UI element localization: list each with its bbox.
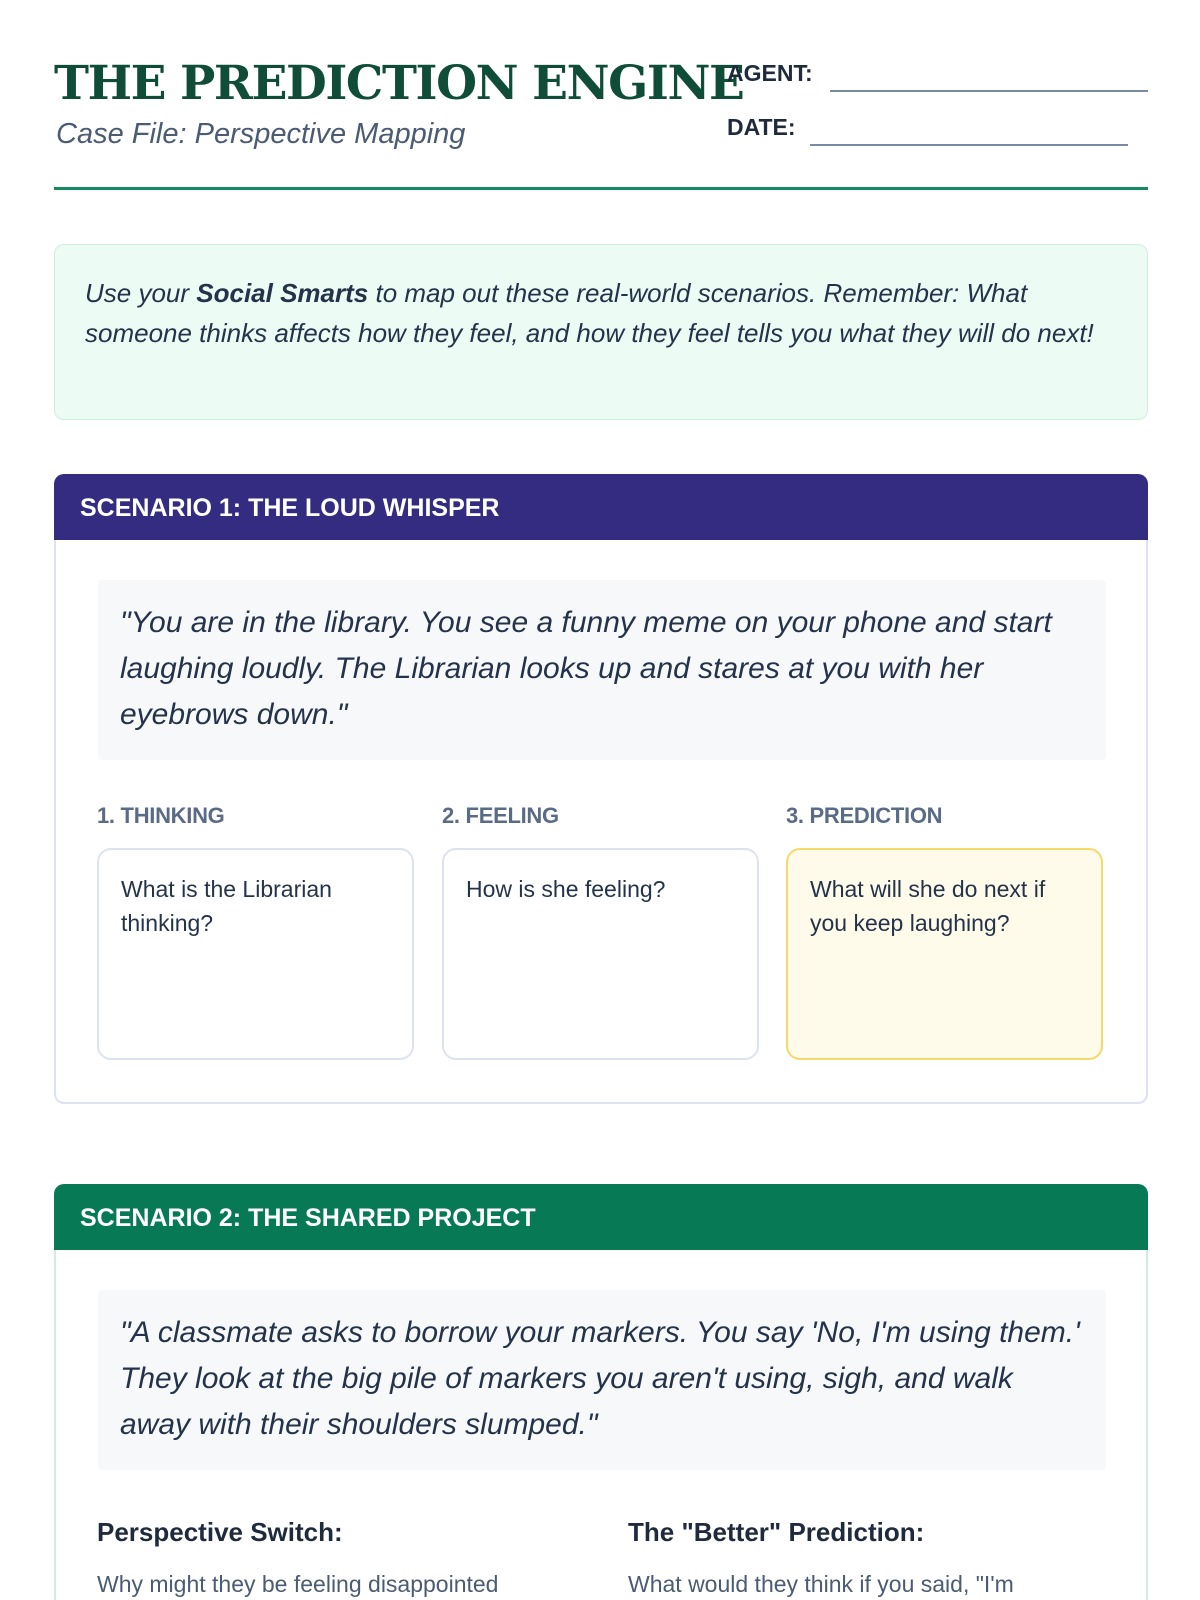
feeling-prompt: How is she feeling? — [466, 876, 666, 902]
date-field[interactable] — [810, 144, 1128, 146]
agent-label: AGENT: — [727, 60, 813, 86]
prediction-answer-box[interactable] — [786, 848, 1103, 1060]
thinking-prompt: What is the Librarian thinking? — [121, 876, 332, 936]
prediction-label: 3. PREDICTION — [786, 803, 943, 828]
intro-text-start: Use your — [85, 278, 197, 308]
page-subtitle: Case File: Perspective Mapping — [56, 118, 466, 150]
scenario-2-quote: "A classmate asks to borrow your markers. You say 'No, I'm using them.' They look at the big pile of markers you aren't using, sigh, and walk away with their shoulders slumped." — [98, 1290, 1106, 1470]
date-label: DATE: — [727, 114, 796, 140]
scenario-1-heading: SCENARIO 1: THE LOUD WHISPER — [54, 474, 1148, 540]
thinking-answer-box[interactable] — [97, 848, 414, 1060]
thinking-label: 1. THINKING — [97, 803, 225, 828]
page-title: THE PREDICTION ENGINE — [54, 56, 744, 111]
scenario-1-quote: "You are in the library. You see a funny meme on your phone and start laughing loudly. The Librarian looks up and stares at you with her eyebrows down." — [98, 580, 1106, 760]
intro-text-end: to map out these real-world scenarios. Remember: What someone thinks affects how they feel, and how they feel tells you what they will do next! — [85, 278, 1094, 348]
page-header — [54, 54, 1148, 190]
feeling-answer-box[interactable] — [442, 848, 759, 1060]
scenario-2-heading: SCENARIO 2: THE SHARED PROJECT — [54, 1184, 1148, 1250]
better-prediction-heading: The "Better" Prediction: — [628, 1517, 925, 1547]
intro-emphasis: Social Smarts — [196, 278, 369, 308]
prediction-prompt: What will she do next if you keep laughing? — [810, 876, 1046, 936]
better-prediction-prompt: What would they think if you said, "I'm — [628, 1571, 1014, 1597]
intro-callout — [54, 244, 1148, 420]
perspective-switch-prompt: Why might they be feeling disappointed — [97, 1571, 499, 1597]
agent-field[interactable] — [830, 90, 1148, 92]
perspective-switch-heading: Perspective Switch: — [97, 1517, 343, 1547]
feeling-label: 2. FEELING — [442, 803, 559, 828]
